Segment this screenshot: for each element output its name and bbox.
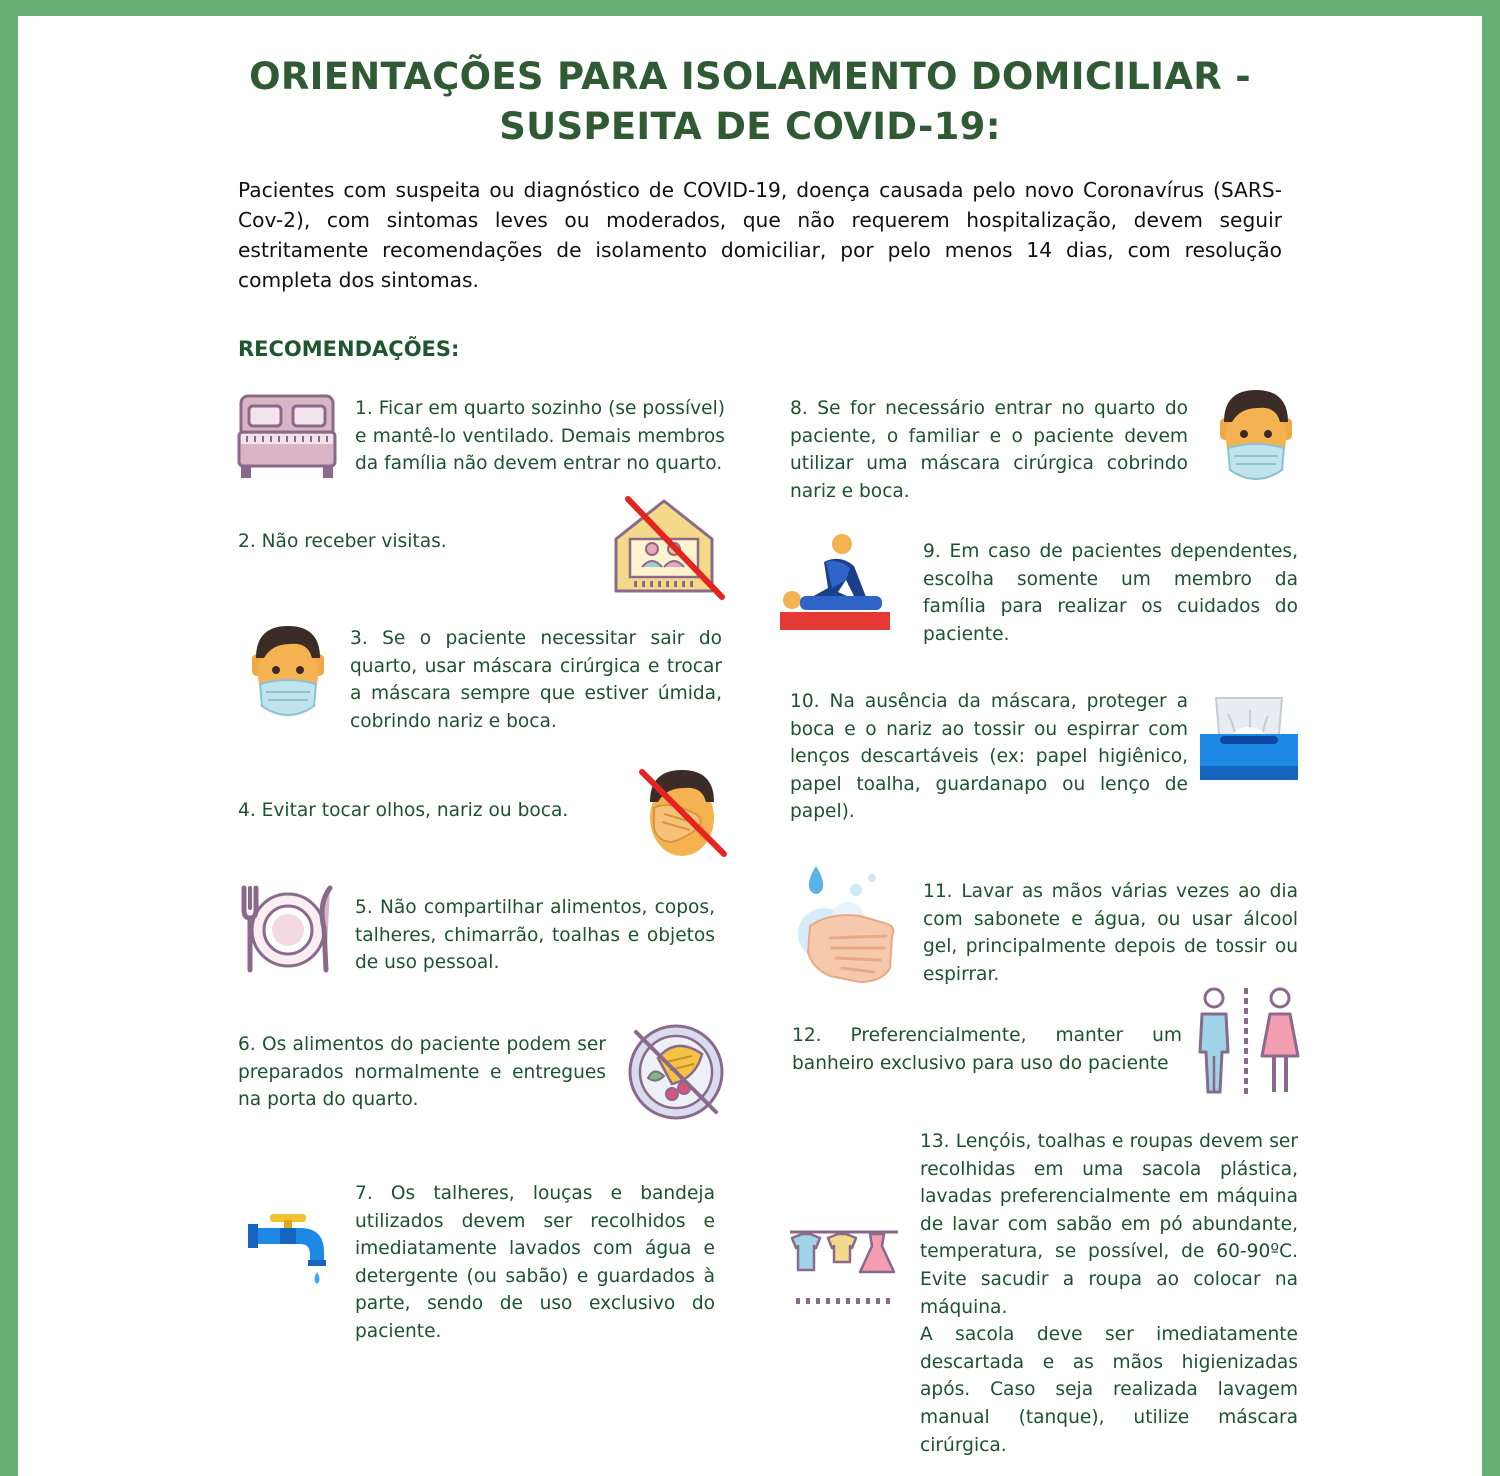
face-mask-icon xyxy=(246,624,330,722)
food-plate-icon xyxy=(626,1022,726,1122)
bed-icon xyxy=(237,394,337,480)
item-13-paragraph-2: A sacola deve ser imediatamente descartada e as mãos higienizadas após. Caso seja realizada lavagem manual (tanque), utilize máscara cirúrgica. xyxy=(920,1324,1298,1456)
item-3-text: 3. Se o paciente necessitar sair do quarto, usar máscara cirúrgica e trocar a máscara sempre que estiver úmida, cobrindo nariz e boca. xyxy=(350,628,722,732)
item-13-text xyxy=(920,1128,1298,1459)
intro-paragraph: Pacientes com suspeita ou diagnóstico de COVID-19, doença causada pelo novo Coronavírus (SARS-Cov-2), com sintomas leves ou moderados, que não requerem hospitalização, devem seguir estritamente recomendações de isolamento domiciliar, por pelo menos 14 dias, com resolução completa dos sintomas. xyxy=(238,178,1282,292)
title-line-1: ORIENTAÇÕES PARA ISOLAMENTO DOMICILIAR - xyxy=(249,55,1251,98)
caregiver-icon xyxy=(780,532,890,630)
item-8-text: 8. Se for necessário entrar no quarto do paciente, o familiar e o paciente devem utilizar uma máscara cirúrgica cobrindo nariz e boca. xyxy=(790,398,1188,502)
tissue-box-icon xyxy=(1198,694,1300,784)
clothesline-icon xyxy=(788,1222,900,1308)
item-1-text: 1. Ficar em quarto sozinho (se possível) e mantê-lo ventilado. Demais membros da família não devem entrar no quarto. xyxy=(355,398,725,475)
plate-cutlery-icon xyxy=(238,884,338,974)
item-7-text: 7. Os talheres, louças e bandeja utilizados devem ser recolhidos e imediatamente lavados com água e detergente (ou sabão) e guardados à parte, sendo de uso exclusivo do paciente. xyxy=(355,1183,715,1342)
faucet-icon xyxy=(246,1210,328,1290)
item-5-text: 5. Não compartilhar alimentos, copos, talheres, chimarrão, toalhas e objetos de uso pessoal. xyxy=(355,897,715,974)
restroom-icon xyxy=(1192,986,1302,1096)
face-mask-icon xyxy=(1214,388,1298,486)
no-face-touch-icon xyxy=(638,768,728,860)
item-12-text: 12. Preferencialmente, manter um banheiro exclusivo para uso do paciente xyxy=(792,1025,1182,1074)
item-2-text: 2. Não receber visitas. xyxy=(238,531,447,552)
item-13-paragraph-1: 13. Lençóis, toalhas e roupas devem ser recolhidas em uma sacola plástica, lavadas preferencialmente em máquina de lavar com sabão em pó abundante, temperatura, se possível, de 60-90ºC. Evite sacudir a roupa ao colocar na máquina. xyxy=(920,1131,1298,1318)
title-line-2: SUSPEITA DE COVID-19: xyxy=(499,105,1001,148)
no-visitors-icon xyxy=(612,495,726,601)
hand-washing-icon xyxy=(790,864,902,988)
page-title xyxy=(0,52,1500,152)
item-4-text: 4. Evitar tocar olhos, nariz ou boca. xyxy=(238,800,569,821)
item-10-text: 10. Na ausência da máscara, proteger a boca e o nariz ao tossir ou espirrar com lenços descartáveis (ex: papel higiênico, papel toalha, guardanapo ou lenço de papel). xyxy=(790,691,1188,823)
item-11-text: 11. Lavar as mãos várias vezes ao dia com sabonete e água, ou usar álcool gel, principalmente depois de tossir ou espirrar. xyxy=(923,881,1298,985)
recommendations-heading: RECOMENDAÇÕES: xyxy=(238,337,460,361)
item-9-text: 9. Em caso de pacientes dependentes, escolha somente um membro da família para realizar os cuidados do paciente. xyxy=(923,541,1298,645)
item-6-text: 6. Os alimentos do paciente podem ser preparados normalmente e entregues na porta do quarto. xyxy=(238,1034,606,1111)
